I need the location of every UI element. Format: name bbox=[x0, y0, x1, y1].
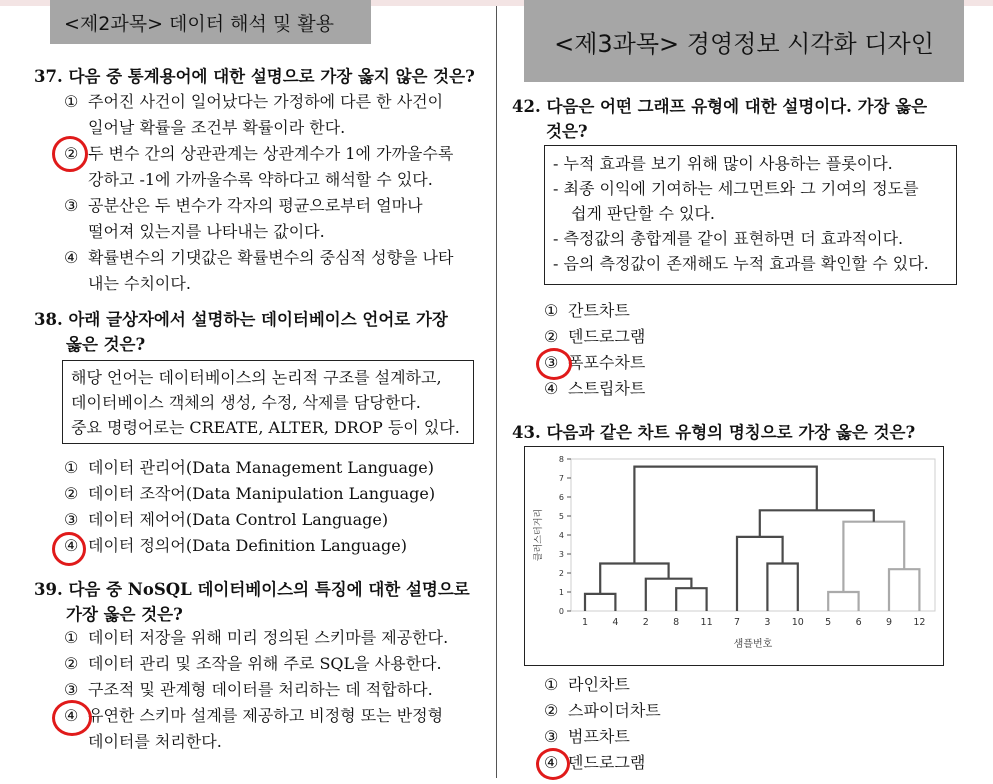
option-number: ① bbox=[544, 675, 559, 694]
y-tick-label: 4 bbox=[558, 531, 564, 540]
q39-option-4[interactable] bbox=[64, 703, 443, 729]
option-number: ① bbox=[64, 628, 79, 647]
option-number: ① bbox=[64, 92, 79, 111]
y-tick-label: 6 bbox=[558, 493, 564, 502]
y-tick-label: 3 bbox=[558, 550, 564, 559]
column-divider bbox=[496, 6, 497, 778]
question-37-title: 37. 다음 중 통계용어에 대한 설명으로 가장 옳지 않은 것은? bbox=[34, 67, 475, 86]
option-text: 라인차트 bbox=[568, 675, 630, 694]
answer-circle-q39 bbox=[52, 700, 92, 736]
x-tick-label: 4 bbox=[612, 617, 619, 628]
x-axis-label: 샘플번호 bbox=[733, 639, 773, 650]
q37-option-2-cont: 강하고 -1에 가까울수록 약하다고 해석할 수 있다. bbox=[88, 170, 433, 189]
option-number: ④ bbox=[64, 706, 79, 725]
option-text: 유연한 스키마 설계를 제공하고 비정형 또는 반정형 bbox=[88, 706, 444, 725]
option-number: ② bbox=[544, 327, 559, 346]
option-text: 데이터 관리어(Data Management Language) bbox=[88, 458, 434, 477]
box-line: 데이터베이스 객체의 생성, 수정, 삭제를 담당한다. bbox=[71, 393, 421, 412]
q37-option-1[interactable] bbox=[64, 89, 443, 115]
option-number: ④ bbox=[544, 753, 559, 772]
box-line: 중요 명령어로는 CREATE, ALTER, DROP 등이 있다. bbox=[71, 418, 460, 437]
box-line: - 측정값의 총합계를 같이 표현하면 더 효과적이다. bbox=[553, 229, 904, 248]
box-line: - 최종 이익에 기여하는 세그먼트와 그 기여의 정도를 bbox=[553, 179, 919, 198]
x-tick-label: 12 bbox=[913, 617, 926, 628]
option-number: ③ bbox=[64, 196, 79, 215]
box-line: 쉽게 판단할 수 있다. bbox=[571, 204, 715, 223]
answer-circle-q37 bbox=[52, 136, 88, 172]
y-tick-label: 0 bbox=[558, 607, 564, 616]
box-line: 해당 언어는 데이터베이스의 논리적 구조를 설계하고, bbox=[71, 368, 442, 387]
section-header-subject2: <제2과목> 데이터 해석 및 활용 bbox=[50, 0, 371, 44]
x-tick-label: 6 bbox=[855, 617, 862, 628]
question-38-title-cont: 옳은 것은? bbox=[66, 335, 146, 354]
y-tick-label: 8 bbox=[558, 455, 564, 464]
q37-option-1-cont: 일어날 확률을 조건부 확률이라 한다. bbox=[88, 118, 346, 137]
option-number: ③ bbox=[64, 510, 79, 529]
y-tick-label: 2 bbox=[558, 569, 564, 578]
answer-circle-q38 bbox=[52, 532, 86, 566]
option-number: ② bbox=[64, 484, 79, 503]
q42-option-1[interactable] bbox=[544, 298, 630, 324]
box-line: - 누적 효과를 보기 위해 많이 사용하는 플롯이다. bbox=[553, 154, 893, 173]
dendrogram-chart bbox=[524, 446, 944, 666]
option-number: ① bbox=[544, 301, 559, 320]
y-tick-label: 5 bbox=[558, 512, 564, 521]
q37-option-4[interactable] bbox=[64, 245, 453, 271]
option-text: 범프차트 bbox=[568, 727, 630, 746]
option-number: ④ bbox=[64, 248, 79, 267]
x-tick-label: 10 bbox=[791, 617, 804, 628]
q38-option-1[interactable] bbox=[64, 455, 434, 481]
q38-option-2[interactable] bbox=[64, 481, 435, 507]
question-39-title-cont: 가장 옳은 것은? bbox=[66, 605, 183, 624]
option-text: 데이터 제어어(Data Control Language) bbox=[88, 510, 389, 529]
option-text: 데이터 저장을 위해 미리 정의된 스키마를 제공한다. bbox=[88, 628, 449, 647]
option-text: 두 변수 간의 상관관계는 상관계수가 1에 가까울수록 bbox=[88, 144, 454, 163]
plot-area bbox=[571, 459, 935, 611]
option-text: 주어진 사건이 일어났다는 가정하에 다른 한 사건이 bbox=[88, 92, 444, 111]
q37-option-2[interactable] bbox=[64, 141, 453, 167]
question-42-title: 42. 다음은 어떤 그래프 유형에 대한 설명이다. 가장 옳은 bbox=[512, 97, 928, 116]
option-number: ② bbox=[64, 654, 79, 673]
question-38-title: 38. 아래 글상자에서 설명하는 데이터베이스 언어로 가장 bbox=[34, 310, 448, 329]
option-text: 덴드로그램 bbox=[568, 753, 646, 772]
q39-option-3[interactable] bbox=[64, 677, 433, 703]
option-number: ③ bbox=[64, 680, 79, 699]
question-39-title: 39. 다음 중 NoSQL 데이터베이스의 특징에 대한 설명으로 bbox=[34, 580, 470, 599]
option-number: ④ bbox=[544, 379, 559, 398]
x-tick-label: 11 bbox=[700, 617, 713, 628]
option-text: 확률변수의 기댓값은 확률변수의 중심적 성향을 나타 bbox=[88, 248, 454, 267]
option-number: ② bbox=[544, 701, 559, 720]
question-43-title: 43. 다음과 같은 차트 유형의 명칭으로 가장 옳은 것은? bbox=[512, 423, 916, 442]
x-tick-label: 1 bbox=[581, 617, 589, 628]
x-tick-label: 3 bbox=[764, 617, 771, 628]
option-number: ④ bbox=[64, 536, 79, 555]
y-tick-label: 1 bbox=[558, 588, 564, 597]
option-number: ③ bbox=[544, 727, 559, 746]
q43-option-2[interactable] bbox=[544, 698, 661, 724]
q37-option-3[interactable] bbox=[64, 193, 423, 219]
option-text: 데이터 관리 및 조작을 위해 주로 SQL을 사용한다. bbox=[88, 654, 442, 673]
q39-option-4-cont: 데이터를 처리한다. bbox=[88, 732, 222, 751]
q38-option-3[interactable] bbox=[64, 507, 388, 533]
q42-option-4[interactable] bbox=[544, 376, 645, 402]
q42-option-2[interactable] bbox=[544, 324, 645, 350]
x-tick-label: 7 bbox=[733, 617, 741, 628]
q37-option-3-cont: 떨어져 있는지를 나타내는 값이다. bbox=[88, 222, 325, 241]
q37-option-4-cont: 내는 수치이다. bbox=[88, 274, 191, 293]
y-axis-label: 클러스터거리 bbox=[534, 508, 544, 562]
option-text: 데이터 조작어(Data Manipulation Language) bbox=[88, 484, 436, 503]
option-text: 폭포수차트 bbox=[568, 353, 646, 372]
option-number: ① bbox=[64, 458, 79, 477]
option-number: ③ bbox=[544, 353, 559, 372]
option-text: 스파이더차트 bbox=[568, 701, 661, 720]
option-text: 간트차트 bbox=[568, 301, 630, 320]
option-number: ② bbox=[64, 144, 79, 163]
answer-circle-q43 bbox=[536, 748, 570, 780]
q43-option-1[interactable] bbox=[544, 672, 630, 698]
q43-option-3[interactable] bbox=[544, 724, 630, 750]
option-text: 덴드로그램 bbox=[568, 327, 646, 346]
q39-option-1[interactable] bbox=[64, 625, 448, 651]
x-tick-label: 9 bbox=[885, 617, 893, 628]
section-header-subject3: <제3과목> 경영정보 시각화 디자인 bbox=[524, 0, 964, 82]
answer-circle-q42 bbox=[536, 348, 572, 380]
x-tick-label: 5 bbox=[825, 617, 832, 628]
option-text: 데이터 정의어(Data Definition Language) bbox=[88, 536, 407, 555]
q38-option-4[interactable] bbox=[64, 533, 407, 559]
q39-option-2[interactable] bbox=[64, 651, 442, 677]
y-tick-label: 7 bbox=[558, 474, 564, 483]
option-text: 공분산은 두 변수가 각자의 평균으로부터 얼마나 bbox=[88, 196, 423, 215]
x-tick-label: 2 bbox=[642, 617, 649, 628]
option-text: 스트립차트 bbox=[568, 379, 646, 398]
box-line: - 음의 측정값이 존재해도 누적 효과를 확인할 수 있다. bbox=[553, 254, 929, 273]
x-tick-label: 8 bbox=[673, 617, 680, 628]
q38-description-box bbox=[62, 360, 474, 444]
q42-description-box bbox=[544, 145, 957, 285]
dendrogram-svg bbox=[525, 447, 945, 667]
option-text: 구조적 및 관계형 데이터를 처리하는 데 적합하다. bbox=[88, 680, 433, 699]
question-42-title-cont: 것은? bbox=[546, 122, 588, 141]
